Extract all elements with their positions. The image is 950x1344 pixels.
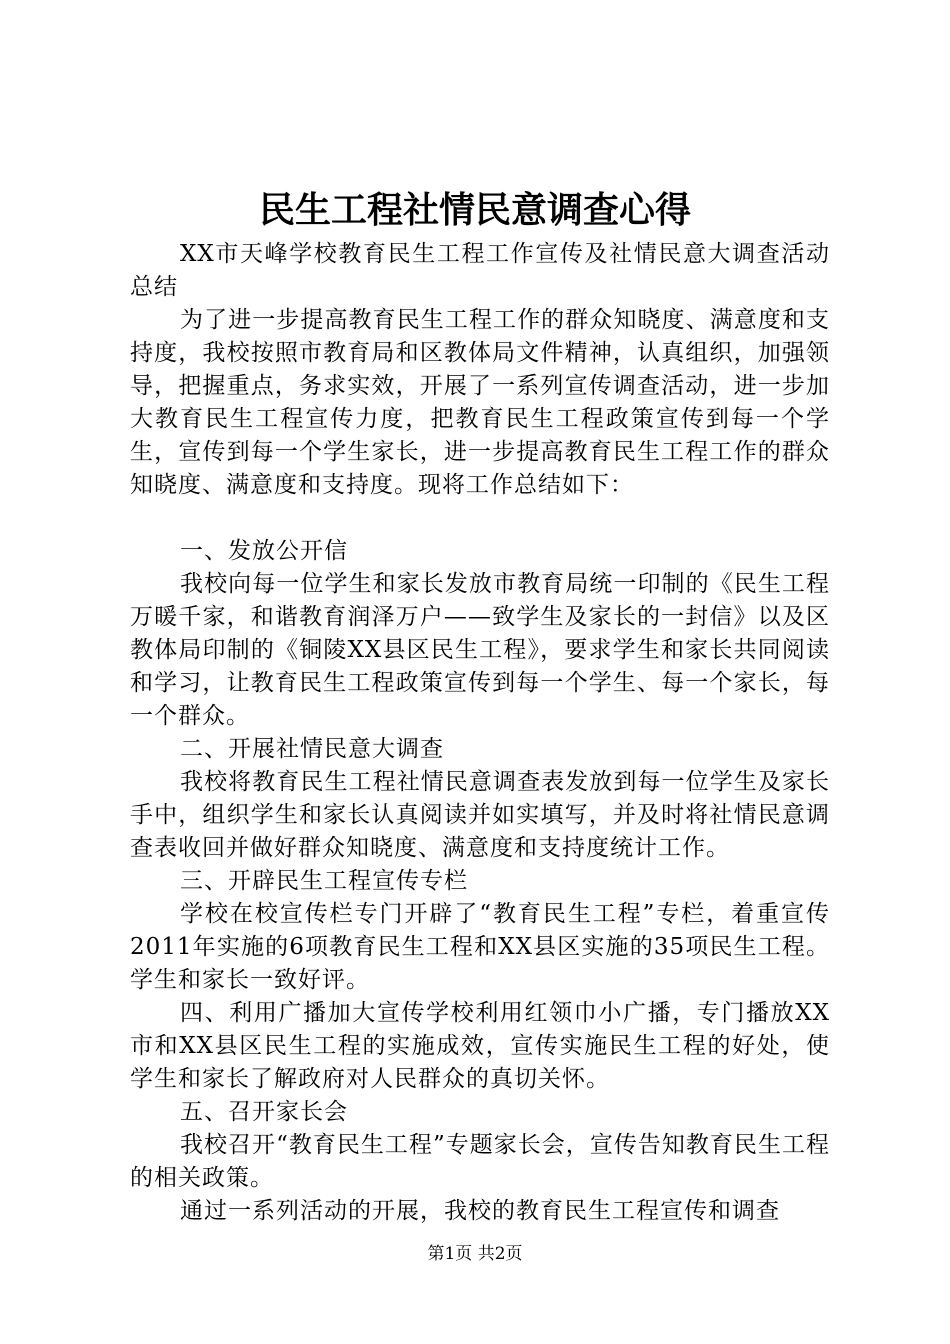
section-paragraph-2: 我校将教育民生工程社情民意调查表发放到每一位学生及家长手中，组织学生和家长认真阅读并如实填写，并及时将社情民意调查表收回并做好群众知晓度、满意度和支持度统计工作。 bbox=[130, 769, 830, 861]
intro-paragraph: 为了进一步提高教育民生工程工作的群众知晓度、满意度和支持度，我校按照市教育局和区教体局文件精神，认真组织，加强领导，把握重点，务求实效，开展了一系列宣传调查活动，进一步加大教育民生工程宣传力度，把教育民生工程政策宣传到每一个学生，宣传到每一个学生家长，进一步提高教育民生工程工作的群众知晓度、满意度和支持度。现将工作总结如下： bbox=[130, 307, 830, 498]
section-paragraph-3: 学校在校宣传栏专门开辟了“教育民生工程”专栏，着重宣传2011年实施的6项教育民生工程和XX县区实施的35项民生工程。学生和家长一致好评。 bbox=[130, 901, 830, 993]
section-heading-1: 一、发放公开信 bbox=[180, 538, 348, 564]
section-heading-3: 三、开辟民生工程宣传专栏 bbox=[180, 868, 468, 894]
section-heading-5: 五、召开家长会 bbox=[180, 1099, 348, 1125]
document-title: 民生工程社情民意调查心得 bbox=[258, 189, 691, 231]
page-footer: 第1页 共2页 bbox=[427, 1244, 523, 1264]
section-paragraph-4: 四、利用广播加大宣传学校利用红领巾小广播，专门播放XX市和XX县区民生工程的实施成效，宣传实施民生工程的好处，使学生和家长了解政府对人民群众的真切关怀。 bbox=[130, 1000, 830, 1092]
section-paragraph-1: 我校向每一位学生和家长发放市教育局统一印制的《民生工程万暖千家，和谐教育润泽万户——致学生及家长的一封信》以及区教体局印制的《铜陵XX县区民生工程》，要求学生和家长共同阅读和学习，让教育民生工程政策宣传到每一个学生、每一个家长，每一个群众。 bbox=[130, 571, 830, 729]
section-paragraph-5: 我校召开“教育民生工程”专题家长会，宣传告知教育民生工程的相关政策。 bbox=[130, 1132, 830, 1191]
closing-paragraph: 通过一系列活动的开展，我校的教育民生工程宣传和调查 bbox=[180, 1198, 780, 1224]
document-body bbox=[130, 238, 830, 1228]
section-heading-2: 二、开展社情民意大调查 bbox=[180, 736, 444, 762]
subtitle-paragraph: XX市天峰学校教育民生工程工作宣传及社情民意大调查活动总结 bbox=[130, 241, 830, 300]
